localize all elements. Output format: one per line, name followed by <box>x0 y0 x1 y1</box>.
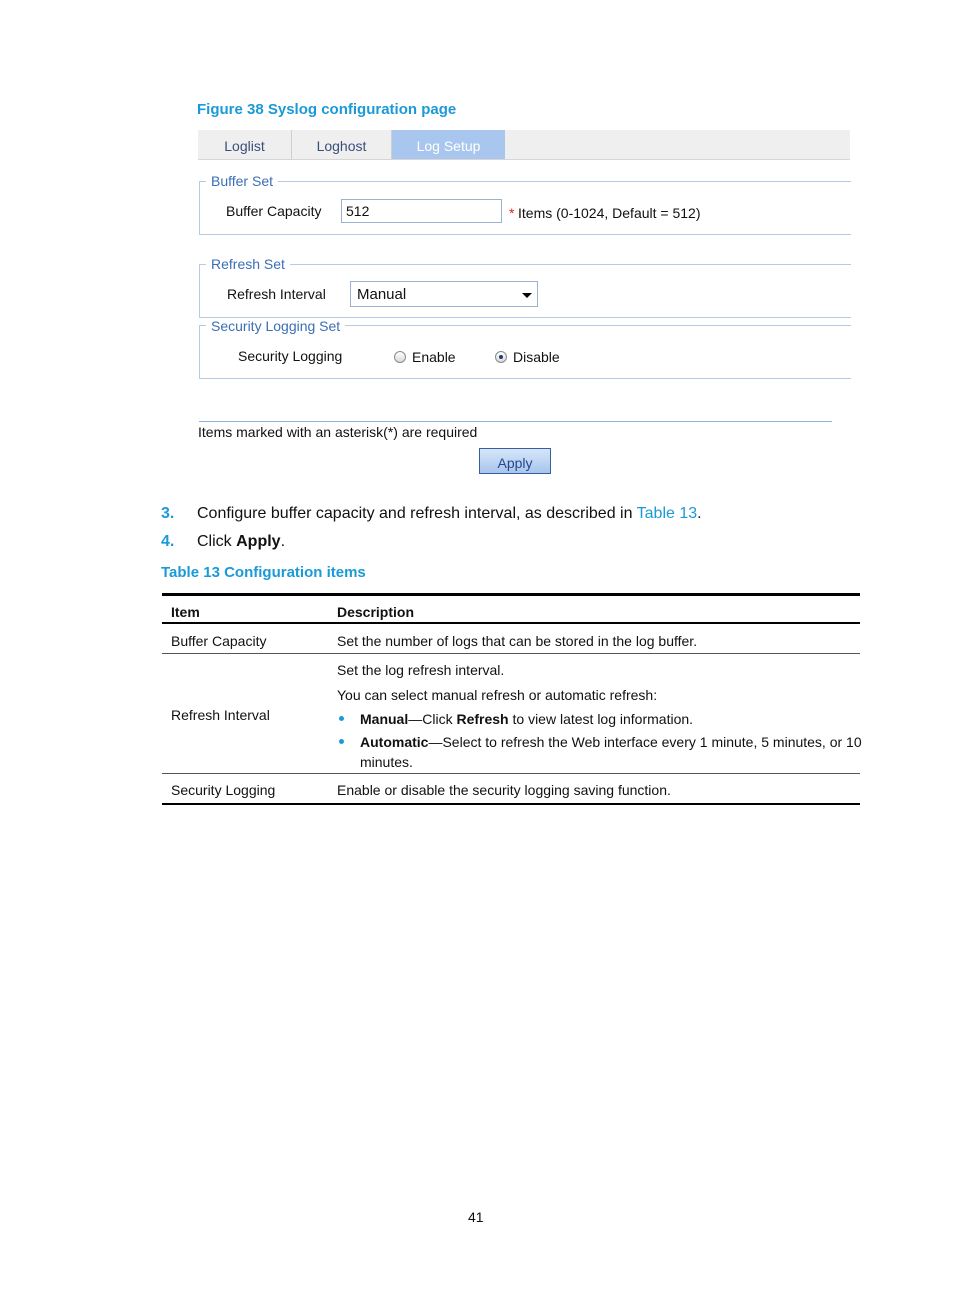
table-cell-item: Security Logging <box>171 782 276 798</box>
enable-radio-label: Enable <box>412 349 456 365</box>
refresh-interval-value: Manual <box>357 286 407 303</box>
table-cell-description: Set the number of logs that can be stored in the log buffer. <box>337 633 698 649</box>
buffer-set-legend: Buffer Set <box>206 173 278 189</box>
table-row-divider <box>162 653 860 654</box>
step-text-part: Click <box>197 533 237 550</box>
tab-loghost[interactable]: Loghost <box>292 130 392 159</box>
table-13-link[interactable]: Table 13 <box>636 505 698 522</box>
chevron-down-icon <box>522 293 532 298</box>
page-number: 41 <box>468 1209 484 1225</box>
table-row-divider <box>162 773 860 774</box>
table-bullet-continuation: minutes. <box>360 754 413 770</box>
table-caption: Table 13 Configuration items <box>161 564 366 581</box>
table-cell-item: Refresh Interval <box>171 707 270 723</box>
table-bullet-manual <box>360 711 693 727</box>
apply-button[interactable]: Apply <box>479 448 551 474</box>
bullet-text: to view latest log information. <box>508 711 694 727</box>
enable-radio[interactable] <box>394 351 406 363</box>
buffer-capacity-label: Buffer Capacity <box>226 203 322 219</box>
buffer-capacity-input[interactable]: 512 <box>341 199 502 223</box>
tab-log-setup[interactable]: Log Setup <box>392 130 505 159</box>
step-text <box>197 505 702 523</box>
table-header-item: Item <box>171 604 200 620</box>
table-header-description: Description <box>337 604 415 620</box>
step-bold-apply: Apply <box>236 533 281 550</box>
required-asterisk: * <box>509 205 515 221</box>
disable-radio-label: Disable <box>513 349 560 365</box>
table-cell-description: Enable or disable the security logging saving function. <box>337 782 671 798</box>
bullet-text: —Click <box>408 711 457 727</box>
table-bullet-automatic <box>360 734 862 750</box>
bullet-bold: Refresh <box>456 711 509 727</box>
table-cell-item: Buffer Capacity <box>171 633 267 649</box>
step-text-part: Configure buffer capacity and refresh interval, as described in <box>197 505 637 522</box>
step-text <box>197 533 285 551</box>
bullet-bold: Manual <box>360 711 409 727</box>
required-note: Items marked with an asterisk(*) are required <box>198 424 478 440</box>
bullet-text: —Select to refresh the Web interface every 1 minute, 5 minutes, or 10 <box>428 734 862 750</box>
bullet-icon <box>339 739 344 744</box>
step-text-part: . <box>697 505 702 522</box>
buffer-capacity-hint: Items (0-1024, Default = 512) <box>518 205 701 221</box>
tab-bar <box>198 130 850 160</box>
refresh-set-legend: Refresh Set <box>206 256 290 272</box>
table-bottom-rule <box>162 803 860 805</box>
security-logging-label: Security Logging <box>238 348 343 364</box>
refresh-interval-label: Refresh Interval <box>227 286 326 302</box>
bullet-bold: Automatic <box>360 734 429 750</box>
table-cell-description: You can select manual refresh or automatic refresh: <box>337 687 658 703</box>
required-divider <box>199 421 832 422</box>
table-top-rule <box>162 593 860 596</box>
security-logging-set-legend: Security Logging Set <box>206 318 345 334</box>
step-number: 4. <box>161 533 175 550</box>
step-text-part: . <box>280 533 286 550</box>
table-header-rule <box>162 622 860 624</box>
step-number: 3. <box>161 505 175 522</box>
tab-loglist[interactable]: Loglist <box>198 130 292 159</box>
refresh-interval-select[interactable] <box>350 281 538 307</box>
disable-radio[interactable] <box>495 351 507 363</box>
figure-caption: Figure 38 Syslog configuration page <box>197 101 457 118</box>
table-cell-description: Set the log refresh interval. <box>337 662 505 678</box>
bullet-icon <box>339 716 344 721</box>
